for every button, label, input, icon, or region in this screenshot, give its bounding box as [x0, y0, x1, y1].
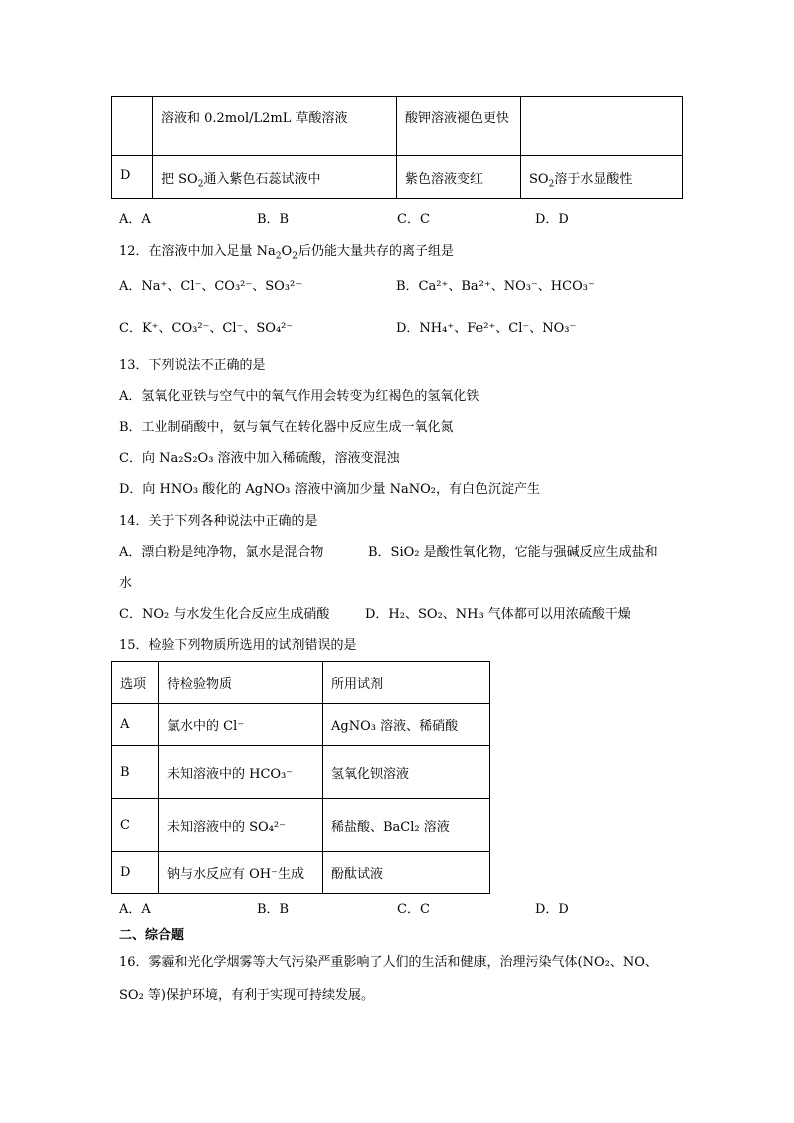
cell-text: 溶于水显酸性 [554, 172, 633, 187]
table-row [112, 704, 490, 746]
q14-stem: 14．关于下列各种说法中正确的是 [119, 514, 318, 529]
table-cell [521, 97, 683, 156]
q16-line2: SO₂ 等)保护环境，有利于实现可持续发展。 [119, 988, 374, 1003]
q14-option-a[interactable]: A．漂白粉是纯净物，氯水是混合物 [119, 545, 324, 560]
table-cell: 溶液和 0.2mol/L2mL 草酸溶液 [153, 97, 397, 156]
q13-option-d[interactable]: D．向 HNO₃ 酸化的 AgNO₃ 溶液中滴加少量 NaNO₂，有白色沉淀产生 [119, 482, 540, 497]
q13-stem: 13．下列说法不正确的是 [119, 358, 266, 373]
table-row [112, 97, 683, 156]
q13-option-b[interactable]: B．工业制硝酸中，氨与氧气在转化器中反应生成一氧化氮 [119, 420, 454, 435]
option-a[interactable]: A．A [119, 902, 151, 917]
section-heading: 二、综合题 [119, 928, 185, 943]
option-c[interactable]: C．C [397, 902, 430, 917]
table-cell: 钠与水反应有 OH⁻生成 [159, 852, 323, 894]
q12-option-c[interactable]: C．K⁺、CO₃²⁻、Cl⁻、SO₄²⁻ [119, 321, 294, 336]
table-cell: D [112, 852, 159, 894]
header-cell: 所用试剂 [323, 662, 490, 704]
table-cell: 未知溶液中的 HCO₃⁻ [159, 746, 323, 799]
header-cell: 待检验物质 [159, 662, 323, 704]
table-cell: B [112, 746, 159, 799]
subscript: 2 [197, 179, 204, 190]
q11-options [119, 212, 679, 228]
table-row [112, 799, 490, 852]
text: O [281, 244, 293, 259]
q13-option-a[interactable]: A．氢氧化亚铁与空气中的氧气作用会转变为红褐色的氢氧化铁 [119, 389, 480, 404]
table-cell: 稀盐酸、BaCl₂ 溶液 [323, 799, 490, 852]
header-cell: 选项 [112, 662, 159, 704]
text: 后仍能大量共存的离子组是 [297, 244, 454, 259]
table-row [112, 156, 683, 199]
q14-option-d[interactable]: D．H₂、SO₂、NH₃ 气体都可以用浓硫酸干燥 [365, 607, 631, 622]
q13-option-c[interactable]: C．向 Na₂S₂O₃ 溶液中加入稀硫酸，溶液变混浊 [119, 451, 400, 466]
table-row [112, 746, 490, 799]
table-cell: A [112, 704, 159, 746]
q14-option-c[interactable]: C．NO₂ 与水发生化合反应生成硝酸 [119, 607, 330, 622]
subscript: 2 [275, 251, 282, 262]
q12-option-a[interactable]: A．Na⁺、Cl⁻、CO₃²⁻、SO₃²⁻ [119, 279, 303, 294]
table-row [112, 852, 490, 894]
q14-option-b-cont: 水 [119, 576, 133, 591]
table-header-row [112, 662, 490, 704]
option-b[interactable]: B．B [257, 902, 290, 917]
table-cell: 酚酞试液 [323, 852, 490, 894]
option-a[interactable]: A．A [119, 212, 151, 227]
option-c[interactable]: C．C [397, 212, 430, 227]
q15-options [119, 902, 679, 918]
table-cell: 氯水中的 Cl⁻ [159, 704, 323, 746]
option-d[interactable]: D．D [535, 212, 569, 227]
q15-stem: 15．检验下列物质所选用的试剂错误的是 [119, 638, 357, 653]
q12-option-b[interactable]: B．Ca²⁺、Ba²⁺、NO₃⁻、HCO₃⁻ [396, 279, 595, 294]
table-cell [112, 97, 153, 156]
table-cell: 氢氧化钡溶液 [323, 746, 490, 799]
table-cell: 酸钾溶液褪色更快 [397, 97, 521, 156]
text: 12．在溶液中加入足量 Na [119, 244, 276, 259]
reagent-table [111, 661, 490, 894]
table-cell: D [112, 156, 153, 199]
q16-line1: 16．雾霾和光化学烟雾等大气污染严重影响了人们的生活和健康，治理污染气体(NO₂、NO、 [119, 955, 658, 970]
q12-stem [119, 244, 454, 260]
table-cell: C [112, 799, 159, 852]
subscript: 2 [292, 251, 298, 262]
cell-text: 把 SO [161, 172, 198, 187]
option-d[interactable]: D．D [535, 902, 569, 917]
q12-option-d[interactable]: D．NH₄⁺、Fe²⁺、Cl⁻、NO₃⁻ [396, 321, 577, 336]
table-cell: AgNO₃ 溶液、稀硝酸 [323, 704, 490, 746]
table-cell [521, 156, 683, 199]
table-cell [153, 156, 397, 199]
cell-text: SO [529, 172, 549, 187]
cell-text: 通入紫色石蕊试液中 [203, 172, 321, 187]
q14-option-b[interactable]: B．SiO₂ 是酸性氧化物，它能与强碱反应生成盐和 [368, 545, 658, 560]
table-cell: 未知溶液中的 SO₄²⁻ [159, 799, 323, 852]
option-b[interactable]: B．B [257, 212, 290, 227]
subscript: 2 [548, 179, 555, 190]
table-cell: 紫色溶液变红 [397, 156, 521, 199]
experiment-table [111, 96, 683, 199]
